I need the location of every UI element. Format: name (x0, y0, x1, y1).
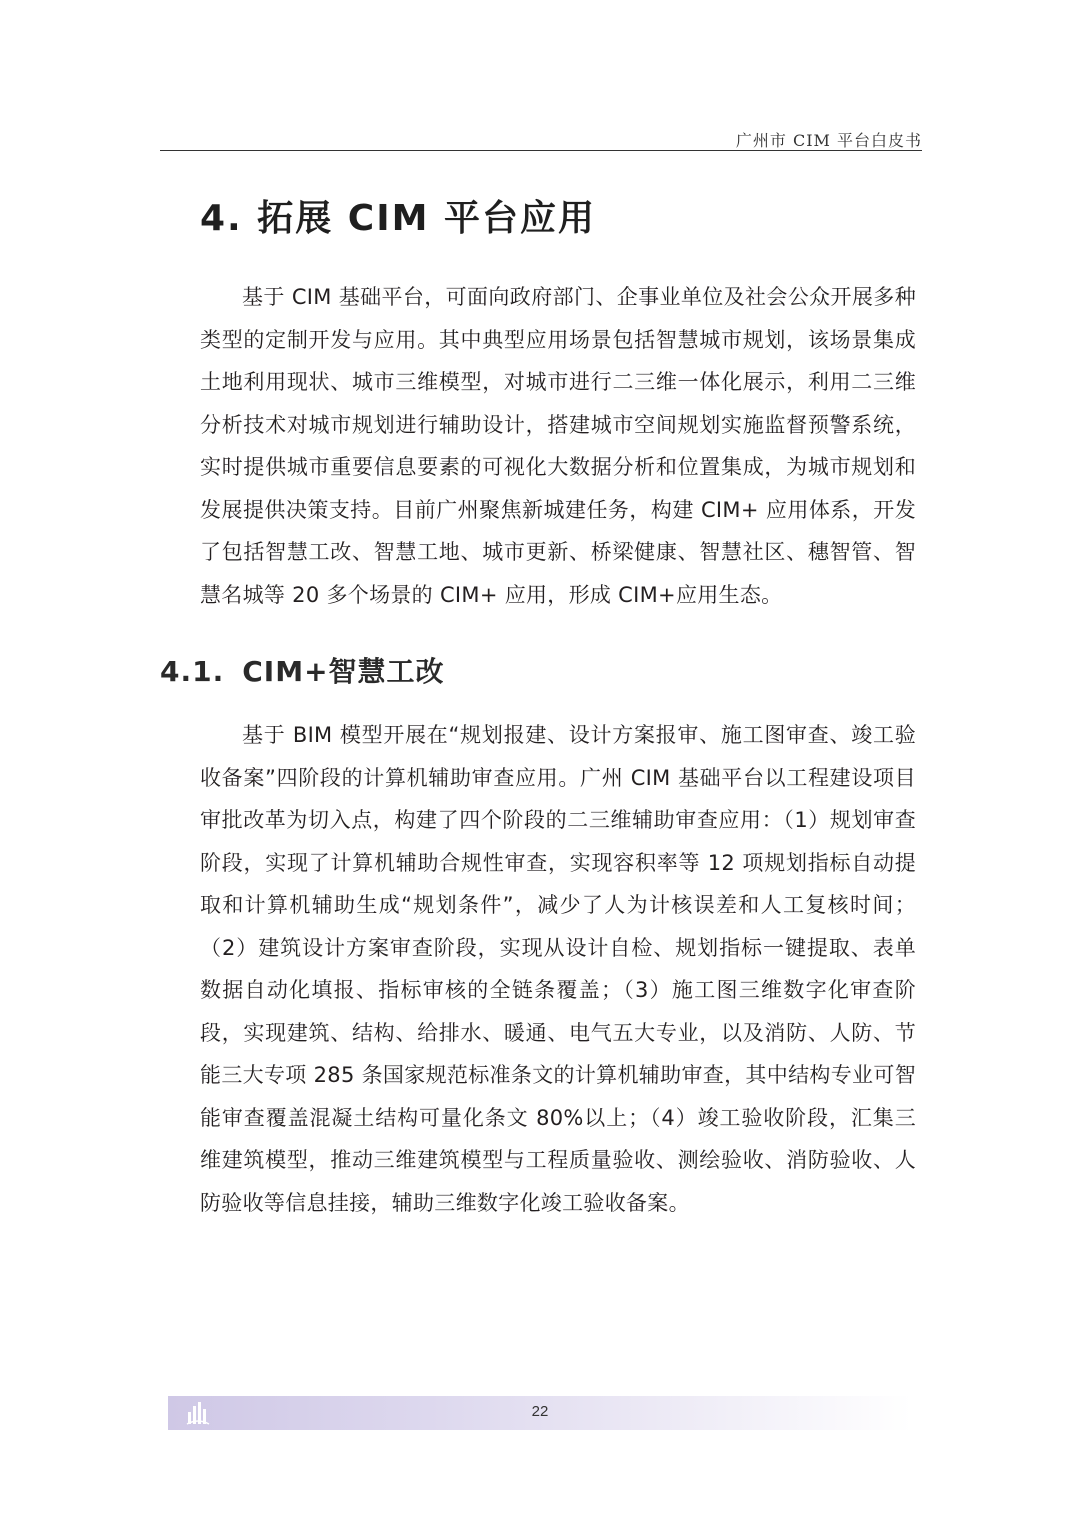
chapter-intro-paragraph: 基于 CIM 基础平台，可面向政府部门、企事业单位及社会公众开展多种类型的定制开发与应用。其中典型应用场景包括智慧城市规划，该场景集成土地利用现状、城市三维模型，对城市进行二三维一体化展示，利用二三维分析技术对城市规划进行辅助设计，搭建城市空间规划实施监督预警系统，实时提供城市重要信息要素的可视化大数据分析和位置集成，为城市规划和发展提供决策支持。目前广州聚焦新城建任务，构建 CIM+ 应用体系，开发了包括智慧工改、智慧工地、城市更新、桥梁健康、智慧社区、穗智管、智慧名城等 20 多个场景的 CIM+ 应用，形成 CIM+应用生态。 (200, 285, 916, 607)
section-number: 4.1. (160, 655, 225, 688)
header-title: 广州市 CIM 平台白皮书 (735, 131, 922, 150)
page-number: 22 (531, 1403, 549, 1420)
header-divider (160, 150, 922, 151)
section-title: CIM+智慧工改 (242, 655, 445, 688)
chapter-title: 4. 拓展 CIM 平台应用 (200, 198, 596, 239)
section-heading (160, 650, 445, 690)
section-body-paragraph: 基于 BIM 模型开展在“规划报建、设计方案报审、施工图审查、竣工验收备案”四阶段的计算机辅助审查应用。广州 CIM 基础平台以工程建设项目审批改革为切入点，构建了四个阶段的二三维辅助审查应用：（1）规划审查阶段，实现了计算机辅助合规性审查，实现容积率等 12 项规划指标自动提取和计算机辅助生成“规划条件”，减少了人为计核误差和人工复核时间；（2）建筑设计方案审查阶段，实现从设计自检、规划指标一键提取、表单数据自动化填报、指标审核的全链条覆盖；（3）施工图三维数字化审查阶段，实现建筑、结构、给排水、暖通、电气五大专业，以及消防、人防、节能三大专项 285 条国家规范标准条文的计算机辅助审查，其中结构专业可智能审查覆盖混凝土结构可量化条文 80%以上；（4）竣工验收阶段，汇集三维建筑模型，推动三维建筑模型与工程质量验收、测绘验收、消防验收、人防验收等信息挂接，辅助三维数字化竣工验收备案。 (200, 723, 916, 1215)
